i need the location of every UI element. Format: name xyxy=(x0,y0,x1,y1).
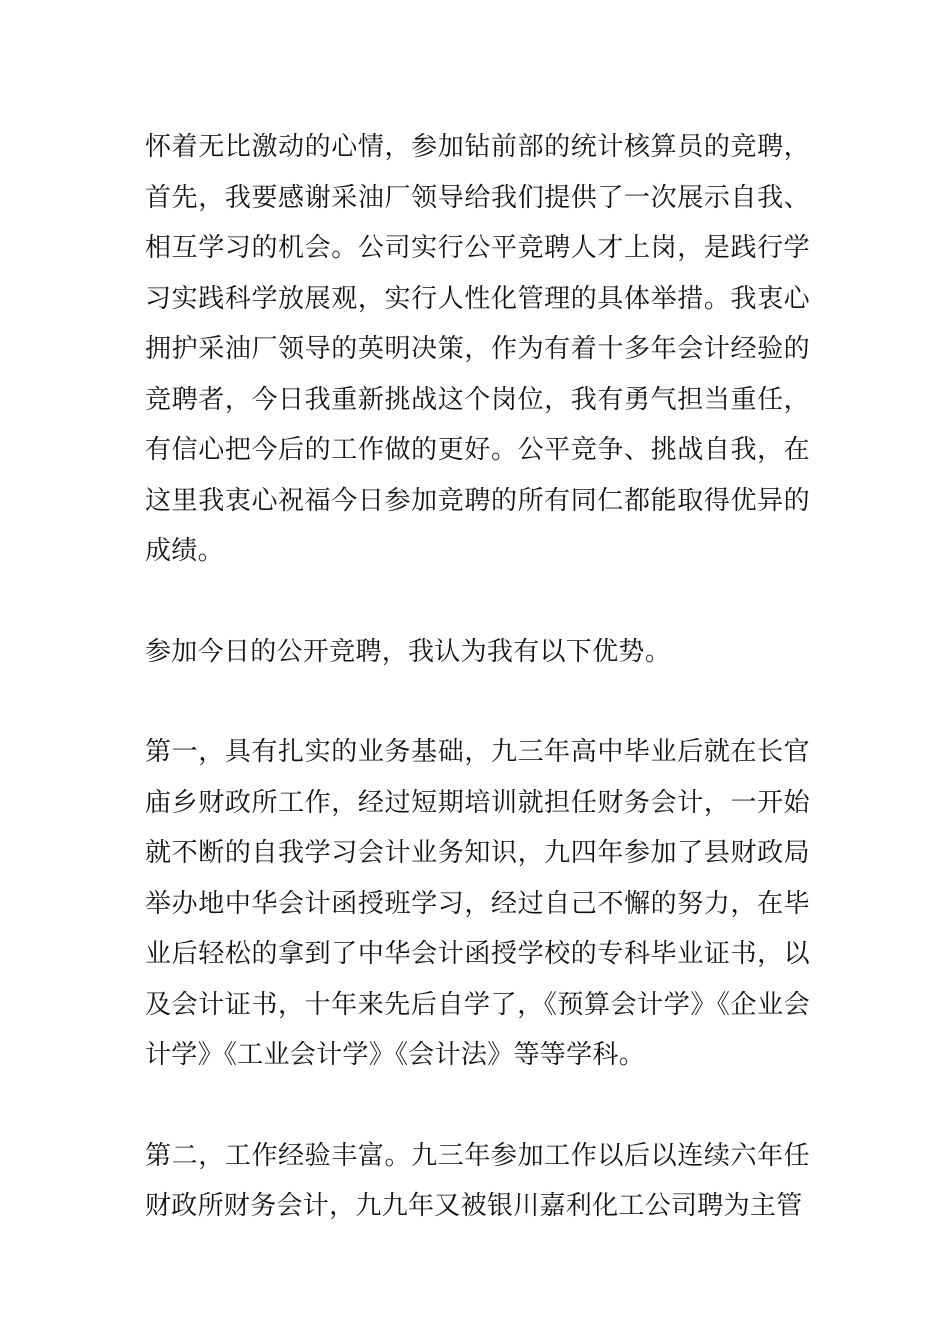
paragraph-advantages-intro: 参加今日的公开竞聘，我认为我有以下优势。 xyxy=(145,636,672,667)
paragraph-spacer xyxy=(145,577,810,627)
paragraph-spacer xyxy=(145,1081,810,1131)
paragraph-opening: 怀着无比激动的心情，参加钻前部的统计核算员的竞聘，首先，我要感谢采油厂领导给我们提供了一次展示自我、相互学习的机会。公司实行公平竞聘人才上岗，是践行学习实践科学放展观，实行人性化管理的具体举措。我衷心拥护采油厂领导的英明决策，作为有着十多年会计经验的竞聘者，今日我重新挑战这个岗位，我有勇气担当重任，有信心把今后的工作做的更好。公平竞争、挑战自我，在这里我衷心祝福今日参加竞聘的所有同仁都能取得优异的成绩。 xyxy=(145,132,810,566)
paragraph-first-advantage: 第一，具有扎实的业务基础，九三年高中毕业后就在长官庙乡财政所工作，经过短期培训就担任财务会计，一开始就不断的自我学习会计业务知识，九四年参加了县财政局举办地中华会计函授班学习，经过自己不懈的努力，在毕业后轻松的拿到了中华会计函授学校的专科毕业证书，以及会计证书，十年来先后自学了，《预算会计学》《企业会计学》《工业会计学》《会计法》等等学科。 xyxy=(145,737,810,1070)
document-body xyxy=(145,122,810,1232)
paragraph-second-advantage: 第二，工作经验丰富。九三年参加工作以后以连续六年任财政所财务会计，九九年又被银川嘉利化工公司聘为主管 xyxy=(145,1140,810,1221)
paragraph-spacer xyxy=(145,677,810,727)
